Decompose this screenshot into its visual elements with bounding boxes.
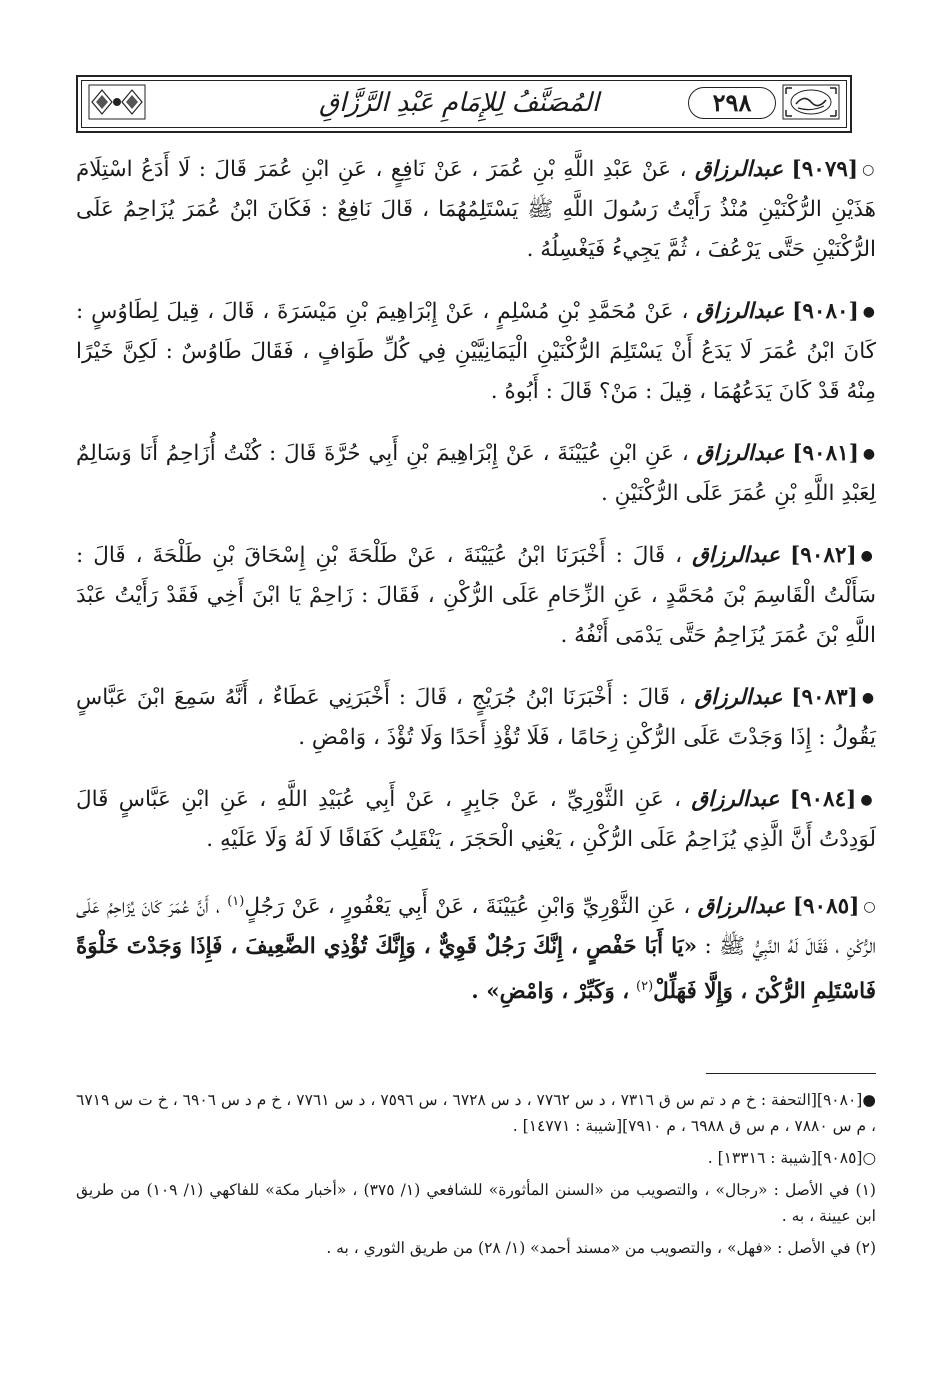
book-title: المُصَنَّفُ لِلإِمَامِ عَبْدِ الرَّزَّاقِ <box>318 88 600 118</box>
footnote: ●[٩٠٨٠][التحفة : خ م د تم س ق ٧٣١٦ ، د س ٧٧٦٢ ، د س ٦٧٢٨ ، س ٧٥٩٦ ، د س ٧٧٦١ ، خ م د س ٦٩٠٦ ، خ ت س ٦٧١٩ ، م س ٧٨٨٠ ، م س ق ٦٩٨٨ ، م ٧٩١٠][شيبة : ١٤٧٧١] . <box>76 1091 876 1135</box>
hadith-text: ، عَنْ مُحَمَّدِ بْنِ مُسْلِمٍ ، عَنْ إِبْرَاهِيمَ بْنِ مَيْسَرَةَ ، قَالَ ، قِيلَ لِطَاوُسٍ : كَانَ ابْنُ عُمَرَ لَا يَدَعُ أَنْ يَسْتَلِمَ الرُّكْنَيْنِ الْيَمَانِيَّيْنِ فِي كُلِّ طَوَافٍ ، فَقَالَ طَاوُسٌ : لَكِنَّ خَيْرًا مِنْهُ قَدْ كَانَ يَدَعُهُمَا ، قِيلَ : مَنْ؟ قَالَ : أَبُوهُ . <box>76 299 876 404</box>
footnote: (١) في الأصل : «رجال» ، والتصويب من «السنن المأثورة» للشافعي (١/ ٣٧٥) ، «أخبار مكة» للفاكهي (١/ ١٠٩) من طريق ابن عيينة ، به . <box>76 1181 876 1225</box>
hadith-entry <box>76 292 876 412</box>
hadith-entry <box>76 150 876 270</box>
hadith-text: ، عَنِ ابْنِ عُيَيْنَةَ ، عَنْ إِبْرَاهِيمَ بْنِ أَبِي حُرَّةَ قَالَ : كُنْتُ أُزَاحِمُ أَنَا وَسَالِمٌ لِعَبْدِ اللَّهِ بْنِ عُمَرَ عَلَى الرُّكْنَيْنِ . <box>76 441 876 506</box>
entry-marker: ● <box>862 304 876 320</box>
entry-marker: ● <box>861 690 876 706</box>
hadith-quote: ، وَكَبِّرْ ، وَامْضِ» . <box>471 979 630 1005</box>
hadith-text: ، أَنَّ عُمَرَ كَانَ يُزَاحِمُ عَلَى الرُّكْنِ ، فَقَالَ لَهُ النَّبِيُّ ﷺ : <box>76 894 876 960</box>
hadith-list <box>76 150 876 1034</box>
hadith-entry <box>76 780 876 860</box>
hadith-entry <box>76 678 876 758</box>
hadith-text: ، عَنْ عَبْدِ اللَّهِ بْنِ عُمَرَ ، عَنْ نَافِعٍ ، عَنِ ابْنِ عُمَرَ قَالَ : لَا أَدَعُ اسْتِلَامَ هَذَيْنِ الرُّكْنَيْنِ مُنْذُ رَأَيْتُ رَسُولَ اللَّهِ ﷺ يَسْتَلِمُهُمَا ، قَالَ نَافِعٌ : فَكَانَ ابْنُ عُمَرَ يُزَاحِمُ عَلَى الرُّكْنَيْنِ حَتَّى يَرْعُفَ ، ثُمَّ يَجِيءُ فَيَغْسِلُهُ . <box>76 157 876 262</box>
footnote-ref[interactable]: (١) <box>227 894 245 909</box>
hadith-number: [٩٠٨٣] <box>791 685 858 710</box>
hadith-entry <box>76 882 876 1012</box>
hadith-text: ، قَالَ : أَخْبَرَنَا ابْنُ جُرَيْجٍ ، قَالَ : أَخْبَرَنِي عَطَاءٌ ، أَنَّهُ سَمِعَ ابْنَ عَبَّاسٍ يَقُولُ : إِذَا وَجَدْتَ عَلَى الرُّكْنِ زِحَامًا ، فَلَا تُؤْذِ أَحَدًا وَلَا تُؤْذَ ، وَامْضِ . <box>76 685 876 750</box>
footnote: (٢) في الأصل : «فهل» ، والتصويب من «مسند أحمد» (١/ ٢٨) من طريق الثوري ، به . <box>326 1239 876 1257</box>
hadith-number: [٩٠٨٠] <box>792 299 859 324</box>
book-logo-icon <box>782 84 840 120</box>
hadith-number: [٩٠٨٢] <box>790 543 857 568</box>
hadith-text: ، قَالَ : أَخْبَرَنَا ابْنُ عُيَيْنَةَ ، عَنْ طَلْحَةَ بْنِ إِسْحَاقَ بْنِ طَلْحَةَ ، قَالَ : سَأَلْتُ الْقَاسِمَ بْنَ مُحَمَّدٍ ، عَنِ الزِّحَامِ عَلَى الرُّكْنِ ، فَقَالَ : زَاحِمْ يَا ابْنَ أَخِي فَقَدْ رَأَيْتُ عَبْدَ اللَّهِ بْنَ عُمَرَ يُزَاحِمُ حَتَّى يَدْمَى أَنْفُهُ . <box>76 543 876 648</box>
hadith-number: [٩٠٧٩] <box>791 157 859 182</box>
page-number: ٢٩٨ <box>688 87 776 119</box>
entry-marker: ● <box>862 446 877 462</box>
footnote: ○[٩٠٨٥][شيبة : ١٣٣١٦] . <box>707 1149 876 1167</box>
decorative-ornament-icon <box>88 84 146 120</box>
page-header <box>76 75 852 133</box>
hadith-author: عبدالرزاق <box>694 685 783 710</box>
footnote-separator <box>76 1073 876 1074</box>
entry-marker: ○ <box>862 162 876 178</box>
hadith-author: عبدالرزاق <box>697 894 786 920</box>
hadith-author: عبدالرزاق <box>692 543 781 568</box>
hadith-author: عبدالرزاق <box>696 299 785 324</box>
hadith-author: عبدالرزاق <box>691 787 780 812</box>
hadith-quote: «يَا أَبَا حَفْصٍ ، إِنَّكَ رَجُلٌ قَوِيٌّ ، وَإِنَّكَ تُؤْذِي الضَّعِيفَ ، فَإِذَا وَجَدْتَ خَلْوَةً فَاسْتَلِمِ الرُّكْنَ ، وَإِلَّا فَهَلِّلْ <box>76 934 876 1005</box>
hadith-entry <box>76 434 876 514</box>
hadith-author: عبدالرزاق <box>696 441 785 466</box>
entry-marker: ○ <box>863 899 876 916</box>
hadith-text: ، عَنِ الثَّوْرِيِّ وَابْنِ عُيَيْنَةَ ، عَنْ أَبِي يَعْفُورٍ ، عَنْ رَجُلٍ <box>244 894 691 920</box>
hadith-number: [٩٠٨١] <box>792 441 859 466</box>
entry-marker: ● <box>860 792 877 808</box>
hadith-entry <box>76 536 876 656</box>
footnotes <box>76 1087 876 1267</box>
entry-marker: ● <box>860 548 876 564</box>
footnote-ref[interactable]: (٢) <box>636 979 654 995</box>
hadith-number: [٩٠٨٤] <box>789 787 857 812</box>
hadith-author: عبدالرزاق <box>695 157 784 182</box>
hadith-number: [٩٠٨٥] <box>792 894 860 920</box>
hadith-text: ، عَنِ الثَّوْرِيِّ ، عَنْ جَابِرٍ ، عَنْ أَبِي عُبَيْدِ اللَّهِ ، عَنِ ابْنِ عَبَّاسٍ قَالَ لَوَدِدْتُ أَنَّ الَّذِي يُزَاحِمُ عَلَى الرُّكْنِ ، يَعْنِي الْحَجَرَ ، يَنْقَلِبُ كَفَافًا لَا لَهُ وَلَا عَلَيْهِ . <box>76 787 876 852</box>
